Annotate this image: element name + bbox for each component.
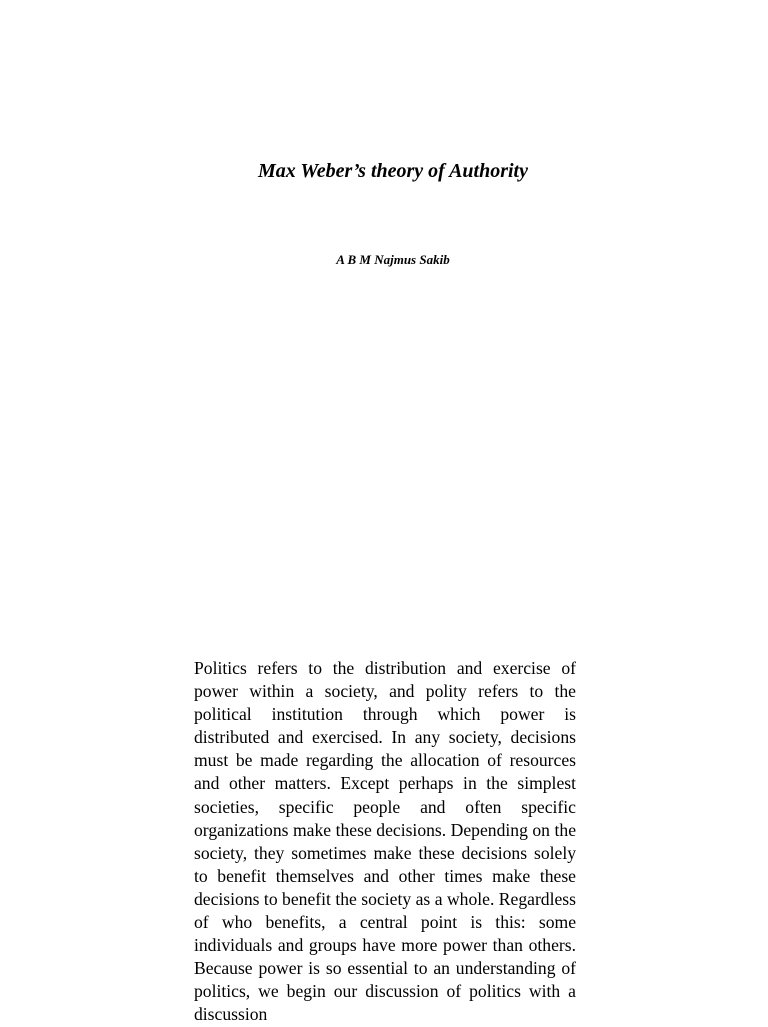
author-name: A B M Najmus Sakib <box>336 252 450 267</box>
page-title: Max Weber’s theory of Authority <box>257 160 528 182</box>
body-paragraph: Politics refers to the distribution and exercise of power within a society, and polity refers to the political institution through which power is distributed and exercised. In any society, decisions must be made regarding the allocation of resources and other matters. Except perhaps in the simplest societies, specific people and often specific organizations make these decisions. Depending on the society, they sometimes make these decisions solely to benefit themselves and other times make these decisions to benefit the society as a whole. Regardless of who benefits, a central point is this: some individuals and groups have more power than others. Because power is so essential to an understanding of politics, we begin our discussion of politics with a discussion <box>194 658 576 1025</box>
